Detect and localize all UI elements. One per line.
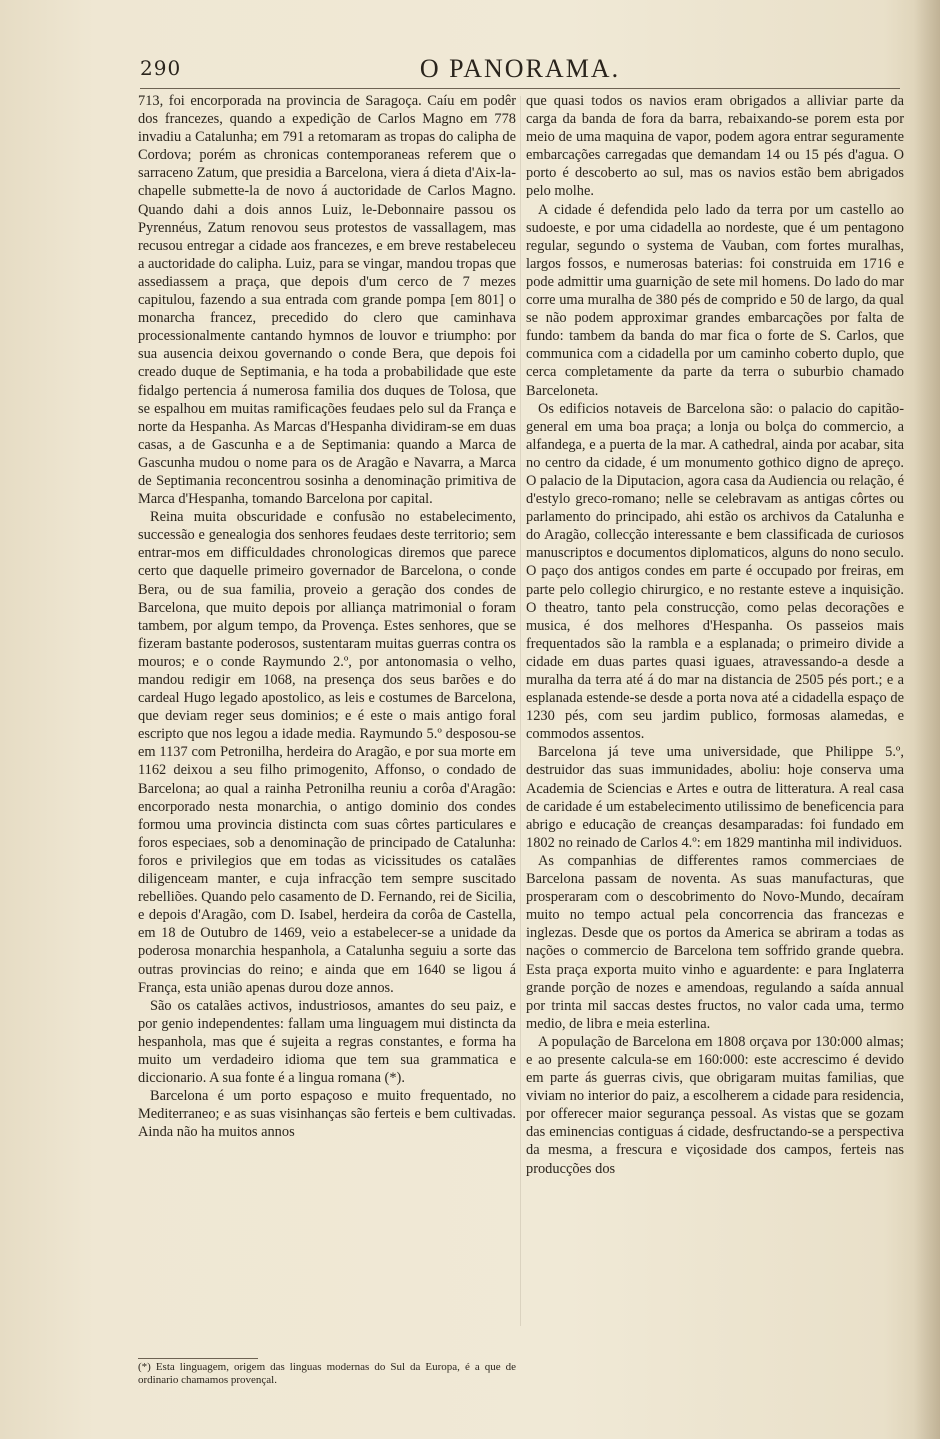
paragraph: Reina muita obscuridade e confusão no estabelecimento, successão e genealogia dos senhores feudaes deste territorio; sem entrar-mos em difficuldades chronologicas diremos que parece certo que daquelle primeiro governador de Barcelona, o conde Bera, ou de sua familia, proveio a geração dos condes de Barcelona, que muito depois por alliança matrimonial o foram tambem, por algum tempo, da Provença. Estes senhores, que se fizeram bastante poderosos, sustentaram muitas guerras contra os mouros; e o conde Raymundo 2.º, por antonomasia o velho, mandou redigir em 1068, na presença dos seus barões e do cardeal Hugo legado apostolico, as leis e costumes de Barcelona, que deviam reger seus dominios; e é este o mais antigo foral escripto que nos legou a idade media. Raymundo 5.º desposou-se em 1137 com Petronilha, herdeira do Aragão, e por sua morte em 1162 deixou a seu filho primogenito, Affonso, o condado de Barcelona; ao qual a rainha Petronilha reuniu a corôa d'Aragão: encorporado nesta monarchia, o antigo dominio dos condes formou uma provincia distincta com suas côrtes particulares e foros especiaes, sob a denominação de principado de Catalunha: foros e privilegios que em todas as vicissitudes os catalães diligenceam manter, e cuja infracção tem sempre suscitado rebelliões. Quando pelo casamento de D. Fernando, rei de Sicilia, e depois d'Aragão, com D. Isabel, herdeira da corôa de Castella, em 18 de Outubro de 1469, veio a estabelecer-se a unidade da poderosa monarchia hespanhola, a Catalunha seguiu a sorte das outras provincias do reino; e ainda que em 1640 se ligou á França, esta união apenas durou doze annos. — [138, 509, 516, 996]
paragraph: São os catalães activos, industriosos, amantes do seu paiz, e por genio independentes: fallam uma linguagem mui distincta da hespanhola, mas que é sujeita a regras constantes, e forma ha muito um verdadeiro idioma que tem sua grammatica e diccionario. A sua fonte é a lingua romana (*). — [138, 997, 516, 1087]
page-header — [140, 52, 900, 88]
paragraph: 713, foi encorporada na provincia de Saragoça. Caíu em podêr dos francezes, quando a expedição de Carlos Magno em 778 invadiu a Catalunha; em 791 a retomaram as tropas do calipha de Cordova; porém as chronicas contemporaneas referem que o sarraceno Zatum, que presidia a Barcelona, viera á dieta d'Aix-la-chapelle submette-la de novo á auctoridade de Carlos Magno. Quando dahi a dois annos Luiz, le-Debonnaire passou os Pyrennéus, Zatum renovou seus protestos de vassallagem, mas recusou entregar a cidade aos francezes, e em breve restabeleceu a auctoridade do calipha. Luiz, para se vingar, mandou tropas que assediassem a praça, que depois d'um cerco de 7 mezes capitulou, fazendo a sua entrada com grande pompa [em 801] o monarcha francez, precedido do clero que caminhava processionalmente cantando hymnos de louvor e triumpho: por sua ausencia deixou governando o conde Bera, que depois foi creado duque de Septimania, e ha toda a probabilidade que este fidalgo pertencia á numerosa familia dos duques de Tolosa, que se espalhou em muitas ramificações feudaes pelo sul da França e norte da Hespanha. As Marcas d'Hespanha dividiram-se em duas casas, a de Gascunha e a de Septimania: quando a Marca de Gascunha mudou o nome para os de Aragão e Navarra, a Marca de Septimania reconcentrou sosinha a denominação primitiva de Marca d'Hespanha, tomando Barcelona por capital. — [138, 93, 516, 508]
header-rule — [140, 88, 900, 89]
left-column — [138, 92, 516, 1352]
right-column — [526, 92, 904, 1424]
column-divider — [520, 96, 521, 1326]
footnote: (*) Esta linguagem, origem das linguas modernas do Sul da Europa, é a que de ordinario chamamos provençal. — [138, 1361, 516, 1386]
paragraph: A cidade é defendida pelo lado da terra por um castello ao sudoeste, e por uma cidadella ao nordeste, que é um pentagono regular, segundo o systema de Vauban, com fortes muralhas, largos fossos, e numerosas baterias: foi construida em 1716 e pode admittir uma guarnição de sete mil homens. Do lado do mar corre uma muralha de 380 pés de comprido e 50 de largo, da qual se não podem approximar grandes embarcações por falta de fundo: tambem da banda do mar fica o forte de S. Carlos, que communica com a cidadella por um caminho coberto duplo, que cerca completamente da parte da terra o suburbio chamado Barceloneta. — [526, 201, 904, 399]
journal-title: O PANORAMA. — [419, 54, 621, 83]
paragraph: A população de Barcelona em 1808 orçava por 130:000 almas; e ao presente calcula-se em 160:000: este accrescimo é devido em parte ás guerras civis, que obrigaram muitas familias, que viviam no interior do paiz, a escolherem a cidade para residencia, por offerecer maior segurança pessoal. As vistas que se gozam das eminencias contiguas á cidade, desfructando-se a perspectiva da mesma, a frescura e viçosidade dos campos, ferteis nas producções dos — [526, 1033, 904, 1177]
page-number: 290 — [140, 56, 182, 80]
paragraph: que quasi todos os navios eram obrigados a alliviar parte da carga da banda de fora da barra, rebaixando-se porem esta por meio de uma maquina de vapor, podem agora entrar seguramente embarcações carregadas que demandam 14 ou 15 pés d'agua. O porto é descoberto ao sul, mas os navios estão bem abrigados pelo molhe. — [526, 93, 904, 200]
paragraph: Barcelona já teve uma universidade, que Philippe 5.º, destruidor das suas immunidades, aboliu: hoje conserva uma Academia de Sciencias e Artes e outra de litteratura. A real casa de caridade é um estabelecimento utilissimo de beneficencia para abrigo e educação de creanças desamparadas: foi fundado em 1802 no reinado de Carlos 4.º: em 1829 mantinha mil individuos. — [526, 744, 904, 851]
paragraph: As companhias de differentes ramos commerciaes de Barcelona passam de noventa. As suas manufacturas, que prosperaram com o descobrimento do Novo-Mundo, decaíram muito no tempo actual pela concorrencia das francezas e inglezas. Desde que os portos da America se abriram a todas as nações o commercio de Barcelona tem soffrido grande quebra. Esta praça exporta muito vinho e aguardente: e para Inglaterra grande porção de nozes e amendoas, regulando a saída annual por trinta mil saccas destes fructos, no valor cada uma, termo medio, de libra e meia esterlina. — [526, 852, 904, 1032]
page-gutter-shadow — [914, 0, 940, 1439]
paragraph: Barcelona é um porto espaçoso e muito frequentado, no Mediterraneo; e as suas visinhanças são ferteis e bem cultivadas. Ainda não ha muitos annos — [138, 1088, 516, 1141]
paragraph: Os edificios notaveis de Barcelona são: o palacio do capitão-general em uma boa praça; a lonja ou bolça do commercio, a alfandega, e a puerta de la mar. A cathedral, ainda por acabar, sita no centro da cidade, é um monumento gothico digno de apreço. O palacio de la Diputacion, agora casa da Audiencia ou relação, é d'estylo greco-romano; nelle se celebravam as antigas côrtes ou parlamento do principado, ahi estão os archivos da Catalunha e do Aragão, collecção interessante e bem classificada de curiosos manuscriptos e documentos diplomaticos, alguns do nono seculo. O paço dos antigos condes em parte é occupado por freiras, em parte pelo collegio chirurgico, e no restante esteve a inquisição. O theatro, tanto pela construcção, como pelas decorações e musica, é dos melhores d'Hespanha. Os passeios mais frequentados são la rambla e a esplanada; o primeiro divide a cidade em duas partes quasi iguaes, atravessando-a desde a muralha da terra até á do mar na distancia de 2505 pés port.; e a esplanada estende-se desde a porta nova até a cidadella espaço de 1230 pés, com seu jardim publico, formosas alamedas, e commodos assentos. — [526, 400, 904, 743]
footnote-rule — [138, 1358, 258, 1359]
